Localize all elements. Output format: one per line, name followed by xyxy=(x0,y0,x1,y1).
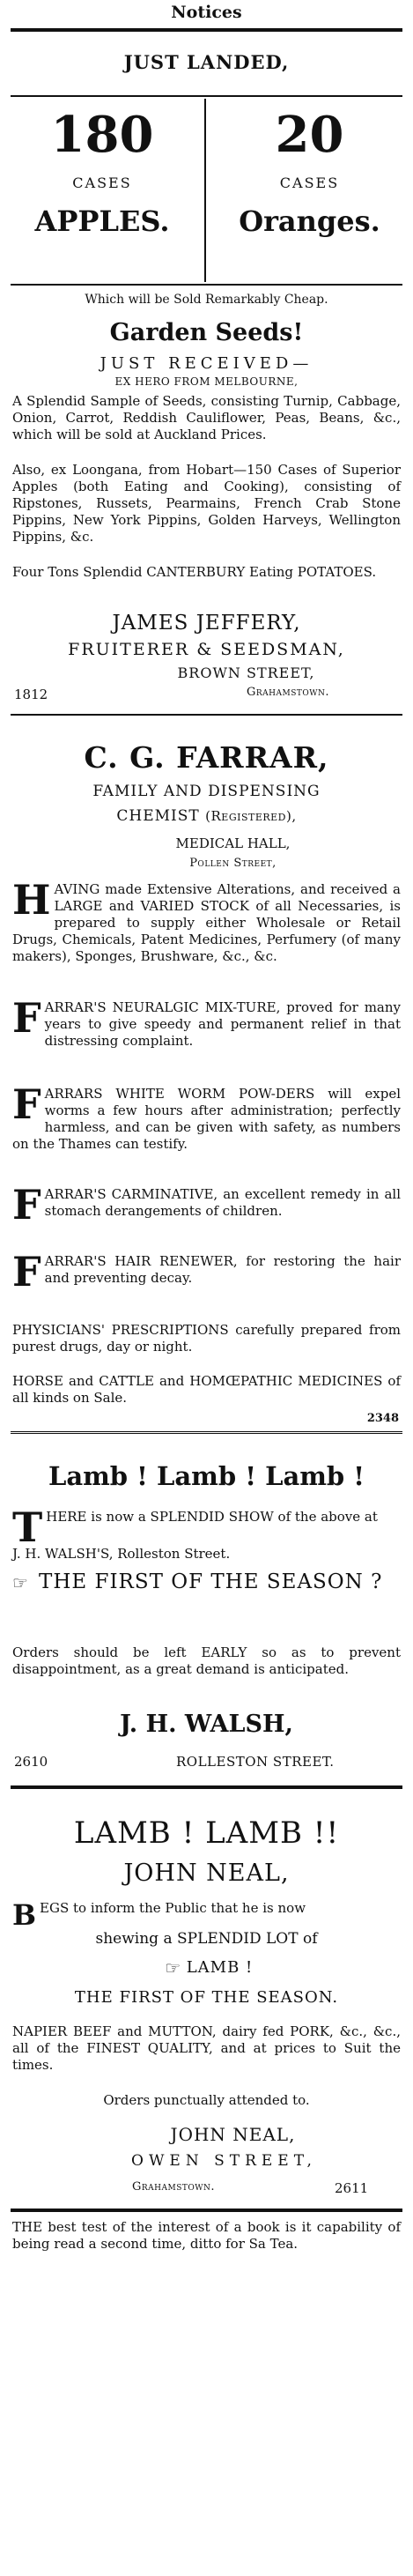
apples-cases: CASES xyxy=(72,174,132,191)
jeffery-footer xyxy=(0,686,413,702)
jeffery-street: BROWN STREET, xyxy=(177,664,315,681)
garden-seeds-heading: Garden Seeds! xyxy=(109,319,304,346)
neal-name: JOHN NEAL, xyxy=(123,1860,290,1887)
neal-lamb-text: LAMB ! xyxy=(186,1958,254,1977)
neal-intro xyxy=(0,1898,413,1932)
neal-orders: Orders punctually attended to. xyxy=(103,2092,310,2108)
walsh-first-season xyxy=(0,1569,413,1595)
walsh-signature: J. H. WALSH, xyxy=(120,1711,293,1738)
apples-rule-top xyxy=(11,95,402,97)
farrar-item-worm xyxy=(0,1080,413,1153)
potatoes-paragraph: Four Tons Splendid CANTERBURY Eating POTATOES. xyxy=(12,564,377,580)
oranges-product: Oranges. xyxy=(239,204,380,238)
neal-ref: 2611 xyxy=(335,2180,369,2196)
oranges-number: 20 xyxy=(275,106,344,164)
neal-lamb xyxy=(0,1958,413,1977)
neal-signature: JOHN NEAL, xyxy=(170,2124,296,2145)
walsh-first-season-text: THE FIRST OF THE SEASON ? xyxy=(39,1570,383,1593)
apples-product: APPLES. xyxy=(34,204,170,238)
farrar-ref-line xyxy=(0,1408,413,1425)
neal-street: OWEN STREET, xyxy=(131,2152,317,2170)
pointing-hand-icon: ☞ xyxy=(12,1572,29,1593)
farrar-ref: 2348 xyxy=(366,1412,399,1425)
farrar-dropcap-f4: F xyxy=(12,1248,41,1295)
walsh-rule xyxy=(11,1785,402,1789)
walsh-dropcap-t: T xyxy=(12,1503,43,1551)
walsh-heading: Lamb ! Lamb ! Lamb ! xyxy=(48,1461,365,1491)
farrar-intro xyxy=(0,876,413,965)
farrar-name: C. G. FARRAR, xyxy=(84,740,329,775)
farrar-hall: MEDICAL HALL, xyxy=(175,835,291,851)
farrar-line2 xyxy=(0,807,413,825)
farrar-dropcap-f3: F xyxy=(12,1181,41,1229)
apples-column xyxy=(0,108,204,239)
walsh-street: ROLLESTON STREET. xyxy=(176,1754,335,1770)
farrar-dropcap-h: H xyxy=(12,876,51,924)
sold-cheap-tagline: Which will be Sold Remarkably Cheap. xyxy=(85,293,328,307)
walsh-footer xyxy=(0,1754,413,1770)
neal-heading: LAMB ! LAMB !! xyxy=(73,1815,340,1851)
farrar-item-neuralgic xyxy=(0,994,413,1050)
apples-rule-bottom xyxy=(11,284,402,286)
farrar-item1-text: ARRAR'S NEURALGIC MIX-TURE, proved for many years to give speedy and permanent relief in that distressing complaint. xyxy=(44,999,401,1049)
footer-text: THE best test of the interest of a book is it capability of being read a second time, ditto for Sa Tea. xyxy=(12,2219,401,2252)
farrar-horse: HORSE and CATTLE and HOMŒPATHIC MEDICINES of all kinds on Sale. xyxy=(12,1373,401,1406)
neal-first-season: THE FIRST OF THE SEASON. xyxy=(74,1988,339,2007)
farrar-item-hair xyxy=(0,1248,413,1295)
jeffery-ref: 1812 xyxy=(14,687,48,702)
jeffery-town: Grahamstown. xyxy=(247,686,330,699)
farrar-line1-text: FAMILY AND DISPENSING xyxy=(92,783,321,800)
farrar-physicians: PHYSICIANS' PRESCRIPTIONS carefully prepared from purest drugs, day or night. xyxy=(12,1322,401,1355)
just-received: JUST RECEIVED— xyxy=(100,354,313,373)
farrar-dropcap-f1: F xyxy=(12,994,41,1042)
walsh-address: J. H. WALSH'S, Rolleston Street. xyxy=(12,1546,231,1562)
pointing-hand-icon: ☞ xyxy=(165,1957,182,1978)
loongana-paragraph: Also, ex Loongana, from Hobart—150 Cases of Superior Apples (both Eating and Cooking), consisting of Ripstones, Russets, Pearmains, French Crab Stone Pippins, New York Pippins, Golden Harveys, Wellington Pippins, &c. xyxy=(12,462,401,545)
farrar-item2-text: ARRARS WHITE WORM POW-DERS will expel worms a few hours after administration; perfectly harmless, and can be given with safety, as numbers on the Thames can testify. xyxy=(12,1086,401,1152)
jeffery-name: JAMES JEFFERY, xyxy=(112,612,301,635)
farrar-chemist: CHEMIST xyxy=(116,807,200,825)
top-rule xyxy=(11,28,402,32)
apples-number: 180 xyxy=(50,106,154,164)
seeds-paragraph: A Splendid Sample of Seeds, consisting Turnip, Cabbage, Onion, Carrot, Reddish Cauliflower, Peas, Beans, &c., which will be sold at Auckland Prices. xyxy=(12,393,401,442)
farrar-dropcap-f2: F xyxy=(12,1080,41,1128)
jeffery-rule xyxy=(11,714,402,716)
just-landed-headline: JUST LANDED, xyxy=(123,51,290,73)
ex-hero: EX HERO FROM MELBOURNE, xyxy=(114,375,299,388)
farrar-line1 xyxy=(0,783,413,800)
neal-napier: NAPIER BEEF and MUTTON, dairy fed PORK, &c., &c., all of the FINEST QUALITY, and at prices to Suit the times. xyxy=(12,2023,401,2073)
neal-rule xyxy=(11,2209,402,2212)
farrar-item-carminative xyxy=(0,1181,413,1229)
farrar-street: Pollen Street, xyxy=(189,857,277,870)
walsh-intro-text: HERE is now a SPLENDID SHOW of the above at xyxy=(46,1509,378,1525)
walsh-intro xyxy=(0,1503,413,1551)
oranges-cases: CASES xyxy=(279,174,340,191)
oranges-column xyxy=(206,108,413,239)
farrar-registered: (Registered), xyxy=(205,808,297,824)
neal-intro-text: EGS to inform the Public that he is now xyxy=(40,1900,306,1916)
walsh-ref: 2610 xyxy=(14,1754,48,1770)
farrar-item3-text: ARRAR'S CARMINATIVE, an excellent remedy in all stomach derangements of children. xyxy=(44,1186,401,1219)
jeffery-trade: FRUITERER & SEEDSMAN, xyxy=(68,640,345,659)
farrar-intro-text: AVING made Extensive Alterations, and received a LARGE and VARIED STOCK of all Necessaries, is prepared to supply either Wholesale or Retail Drugs, Chemicals, Patent Medicines, Perfumery (of many makers), Sponges, Brushware, &c., &c. xyxy=(12,881,401,964)
neal-town: Grahamstown. xyxy=(132,2180,216,2194)
farrar-item4-text: ARRAR'S HAIR RENEWER, for restoring the hair and preventing decay. xyxy=(44,1253,401,1286)
farrar-rule xyxy=(11,1431,402,1436)
neal-dropcap-b: B xyxy=(12,1898,37,1932)
notices-title: Notices xyxy=(171,3,242,22)
walsh-orders: Orders should be left EARLY so as to prevent disappointment, as a great demand is anticipated. xyxy=(12,1644,401,1677)
neal-showing: shewing a SPLENDID LOT of xyxy=(95,1930,318,1948)
